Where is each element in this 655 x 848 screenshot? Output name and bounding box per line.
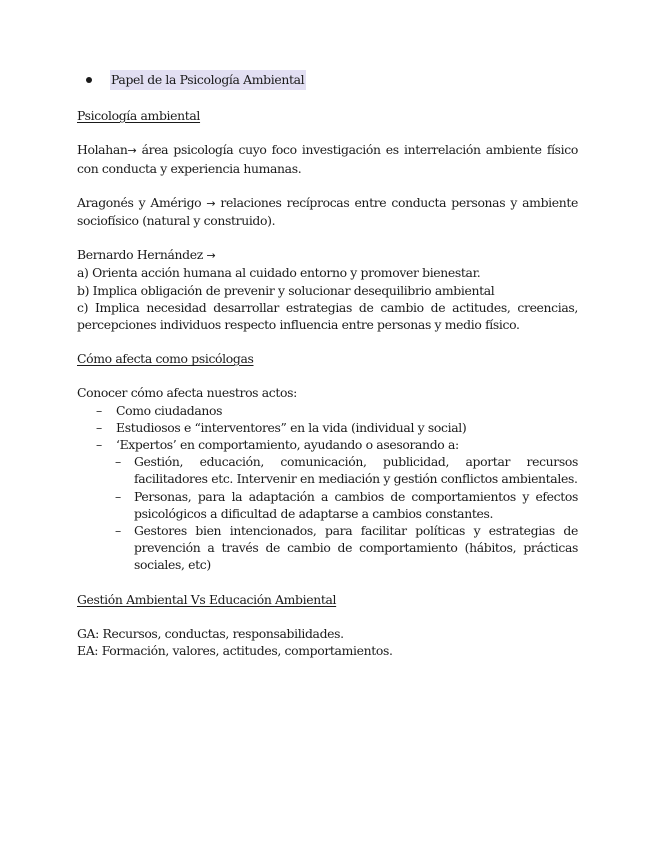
list-item: – Gestores bien intencionados, para facilitar políticas y estrategias de prevención a través de cambio de comportamiento (hábitos, prácticas sociales, etc) — [115, 522, 578, 574]
bullet-heading-row — [86, 70, 578, 90]
list-item: – ‘Expertos’ en comportamiento, ayudando o asesorando a: — [96, 436, 578, 453]
list-item: – Personas, para la adaptación a cambios de comportamientos y efectos psicológicos a dificultad de adaptarse a cambios constantes. — [115, 488, 578, 522]
author-holahan: Holahan — [77, 142, 128, 158]
ea-line: EA: Formación, valores, actitudes, comportamientos. — [77, 643, 393, 659]
paragraph-holahan — [77, 141, 578, 176]
section-heading-gestion-vs-educacion: Gestión Ambiental Vs Educación Ambiental — [77, 591, 337, 607]
intro-text: Conocer cómo afecta nuestros actos: — [77, 385, 297, 401]
author-bernardo: Bernardo Hernández — [77, 247, 203, 263]
section-heading-psicologia-ambiental: Psicología ambiental — [77, 108, 201, 124]
nested-dash-list — [77, 453, 578, 573]
list-item: – Estudiosos e “interventores” en la vida (individual y social) — [96, 419, 578, 436]
list-item: – Gestión, educación, comunicación, publicidad, aportar recursos facilitadores etc. Intervenir en mediación y gestión conflictos ambientales. — [115, 453, 578, 487]
paragraph-aragones — [77, 194, 578, 229]
arrow-icon: → — [127, 144, 137, 158]
arrow-icon: → — [206, 249, 216, 263]
list-item-a: a) Orienta acción humana al cuidado entorno y promover bienestar. — [77, 265, 481, 281]
author-aragones: Aragonés y Amérigo — [77, 194, 202, 210]
list-item-b: b) Implica obligación de prevenir y solucionar desequilibrio ambiental — [77, 282, 495, 298]
dash-list — [77, 402, 578, 454]
highlighted-heading: Papel de la Psicología Ambiental — [110, 70, 306, 90]
author-bernardo-line — [77, 246, 578, 264]
list-item: – Como ciudadanos — [96, 402, 578, 419]
document-page — [77, 70, 578, 659]
section-heading-como-afecta: Cómo afecta como psicólogas — [77, 351, 254, 367]
ga-line: GA: Recursos, conductas, responsabilidades. — [77, 625, 344, 641]
list-item-c: c) Implica necesidad desarrollar estrategias de cambio de actitudes, creencias, percepciones individuos respecto influencia entre personas y medio físico. — [77, 299, 578, 333]
holahan-definition: área psicología cuyo foco investigación es interrelación ambiente físico con conducta y experiencia humanas. — [77, 142, 578, 176]
arrow-icon: → — [206, 196, 216, 210]
bullet-icon — [86, 77, 92, 83]
aragones-definition: relaciones recíprocas entre conducta personas y ambiente sociofísico (natural y construido). — [77, 194, 578, 229]
